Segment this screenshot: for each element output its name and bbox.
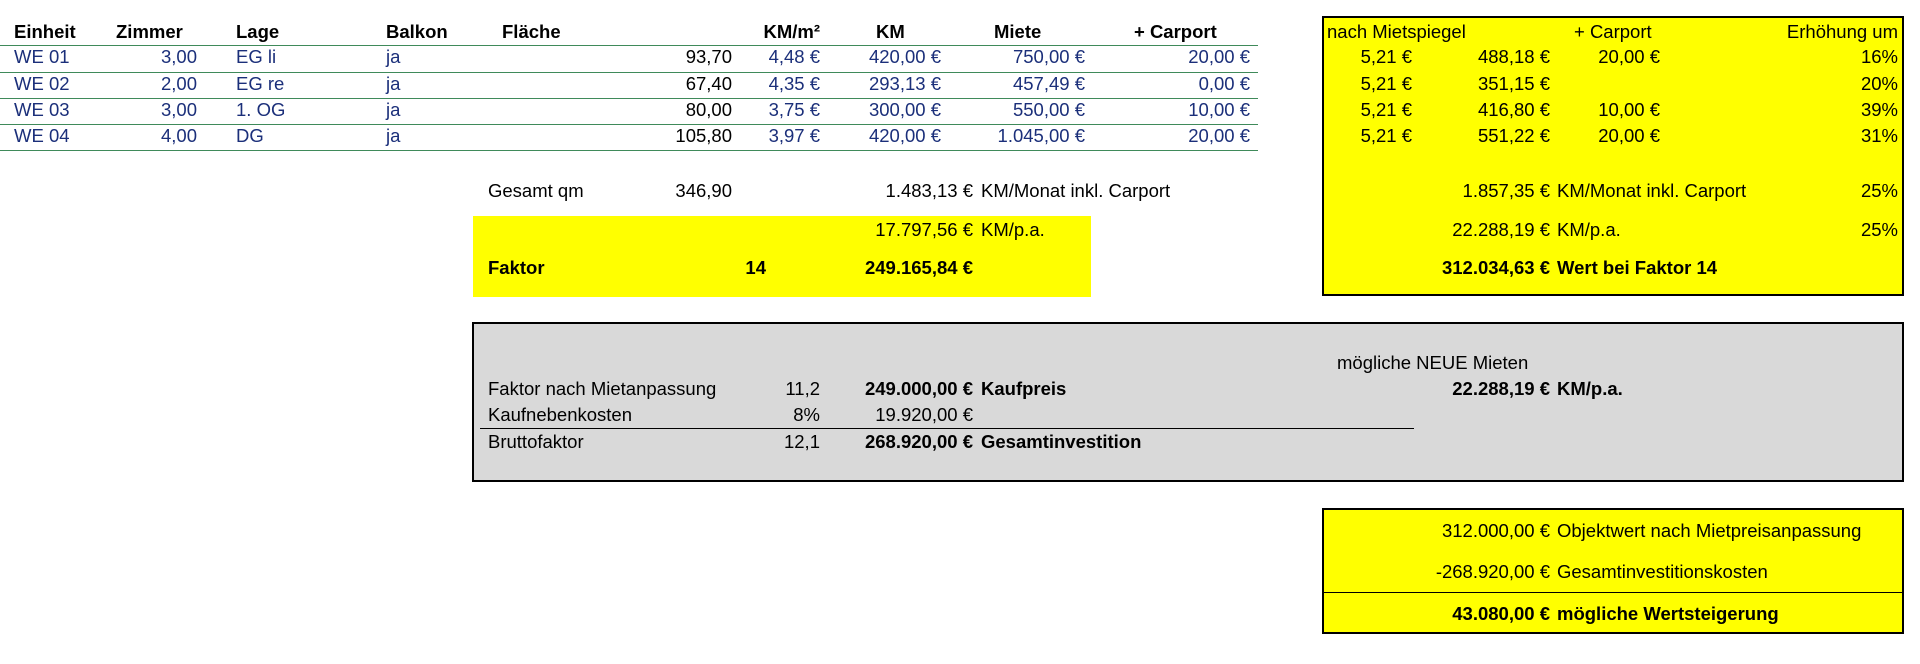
ms-wert-value: 312.034,63 € <box>1441 257 1550 278</box>
cell-carport: 10,00 € <box>1188 99 1250 120</box>
cell-lage: EG li <box>236 46 277 67</box>
cell-zimmer: 3,00 <box>160 99 197 120</box>
invest-value: 19.920,00 € <box>875 404 973 425</box>
faktor-value: 14 <box>745 257 766 278</box>
ms-pct: 16% <box>1860 46 1898 67</box>
cell-km: 293,13 € <box>868 73 941 94</box>
cell-flaeche: 80,00 <box>685 99 732 120</box>
result-value: -268.920,00 € <box>1435 561 1550 582</box>
cell-km: 420,00 € <box>868 46 941 67</box>
cell-km: 420,00 € <box>868 125 941 146</box>
result-divider <box>1323 592 1903 593</box>
ms-km: 551,22 € <box>1477 125 1550 146</box>
mietspiegel-header: nach Mietspiegel <box>1327 21 1466 42</box>
header-km-m2: KM/m² <box>763 21 820 42</box>
cell-einheit: WE 02 <box>14 73 70 94</box>
invest-value: 249.000,00 € <box>864 378 973 399</box>
row-divider <box>0 45 1258 46</box>
cell-zimmer: 4,00 <box>160 125 197 146</box>
ms-monthly-value: 1.857,35 € <box>1462 180 1550 201</box>
cell-lage: 1. OG <box>236 99 286 120</box>
cell-miete: 550,00 € <box>1012 99 1085 120</box>
mietspiegel-carport-header: + Carport <box>1574 21 1652 42</box>
cell-km-m2: 4,35 € <box>768 73 820 94</box>
cell-flaeche: 67,40 <box>685 73 732 94</box>
cell-balkon: ja <box>386 125 401 146</box>
header-flaeche: Fläche <box>502 21 561 42</box>
invest-label: Faktor nach Mietanpassung <box>488 378 717 399</box>
cell-km-m2: 3,75 € <box>768 99 820 120</box>
row-divider <box>0 150 1258 151</box>
cell-zimmer: 3,00 <box>160 46 197 67</box>
cell-einheit: WE 04 <box>14 125 70 146</box>
cell-flaeche: 93,70 <box>685 46 732 67</box>
cell-lage: DG <box>236 125 264 146</box>
invest-divider <box>480 428 1414 429</box>
header-lage: Lage <box>236 21 280 42</box>
cell-balkon: ja <box>386 99 401 120</box>
result-label: Objektwert nach Mietpreisanpassung <box>1557 520 1862 541</box>
km-year-label: KM/p.a. <box>981 219 1045 240</box>
km-year-value: 17.797,56 € <box>875 219 973 240</box>
invest-num: 8% <box>793 404 820 425</box>
result-value: 312.000,00 € <box>1441 520 1550 541</box>
gesamt-qm-label: Gesamt qm <box>488 180 584 201</box>
ms-monthly-label: KM/Monat inkl. Carport <box>1557 180 1747 201</box>
cell-km-m2: 3,97 € <box>768 125 820 146</box>
cell-einheit: WE 01 <box>14 46 70 67</box>
cell-carport: 20,00 € <box>1188 46 1250 67</box>
header-einheit: Einheit <box>14 21 76 42</box>
cell-km-m2: 4,48 € <box>768 46 820 67</box>
ms-pct: 39% <box>1860 99 1898 120</box>
cell-lage: EG re <box>236 73 285 94</box>
cell-balkon: ja <box>386 73 401 94</box>
ms-carport: 20,00 € <box>1598 125 1660 146</box>
cell-miete: 750,00 € <box>1012 46 1085 67</box>
ms-monthly-pct: 25% <box>1860 180 1898 201</box>
cell-km: 300,00 € <box>868 99 941 120</box>
ms-yearly-pct: 25% <box>1860 219 1898 240</box>
cell-flaeche: 105,80 <box>675 125 732 146</box>
ms-km: 351,15 € <box>1477 73 1550 94</box>
neue-mieten-unit: KM/p.a. <box>1557 378 1623 399</box>
invest-value: 268.920,00 € <box>864 431 973 452</box>
header-carport: + Carport <box>1134 21 1217 42</box>
ms-km: 416,80 € <box>1477 99 1550 120</box>
invest-label: Kaufnebenkosten <box>488 404 633 425</box>
cell-zimmer: 2,00 <box>160 73 197 94</box>
result-label: mögliche Wertsteigerung <box>1557 603 1779 624</box>
cell-miete: 1.045,00 € <box>997 125 1085 146</box>
cell-miete: 457,49 € <box>1012 73 1085 94</box>
faktor-result: 249.165,84 € <box>864 257 973 278</box>
row-divider <box>0 98 1258 99</box>
cell-einheit: WE 03 <box>14 99 70 120</box>
invest-num: 11,2 <box>785 378 820 399</box>
gesamt-qm-value: 346,90 <box>675 180 732 201</box>
ms-yearly-value: 22.288,19 € <box>1452 219 1550 240</box>
ms-pct: 20% <box>1860 73 1898 94</box>
km-month-label: KM/Monat inkl. Carport <box>981 180 1171 201</box>
header-zimmer: Zimmer <box>116 21 183 42</box>
neue-mieten-value: 22.288,19 € <box>1452 378 1550 399</box>
ms-km-m2: 5,21 € <box>1360 46 1412 67</box>
invest-num: 12,1 <box>783 431 820 452</box>
cell-carport: 0,00 € <box>1198 73 1250 94</box>
investment-panel <box>472 322 1904 482</box>
row-divider <box>0 124 1258 125</box>
header-km: KM <box>876 21 905 42</box>
ms-wert-label: Wert bei Faktor 14 <box>1557 257 1718 278</box>
ms-yearly-label: KM/p.a. <box>1557 219 1621 240</box>
faktor-label: Faktor <box>488 257 545 278</box>
header-balkon: Balkon <box>386 21 448 42</box>
ms-km-m2: 5,21 € <box>1360 73 1412 94</box>
invest-desc: Gesamtinvestition <box>981 431 1142 452</box>
invest-label: Bruttofaktor <box>488 431 584 452</box>
neue-mieten-label: mögliche NEUE Mieten <box>1337 352 1529 373</box>
ms-km-m2: 5,21 € <box>1360 125 1412 146</box>
ms-carport: 10,00 € <box>1598 99 1660 120</box>
ms-pct: 31% <box>1860 125 1898 146</box>
ms-carport: 20,00 € <box>1598 46 1660 67</box>
km-month-value: 1.483,13 € <box>885 180 973 201</box>
row-divider <box>0 72 1258 73</box>
header-miete: Miete <box>994 21 1042 42</box>
mietspiegel-erhoehung-header: Erhöhung um <box>1786 21 1898 42</box>
ms-km-m2: 5,21 € <box>1360 99 1412 120</box>
result-value: 43.080,00 € <box>1452 603 1550 624</box>
ms-km: 488,18 € <box>1477 46 1550 67</box>
invest-desc: Kaufpreis <box>981 378 1067 399</box>
cell-balkon: ja <box>386 46 401 67</box>
result-label: Gesamtinvestitionskosten <box>1557 561 1768 582</box>
cell-carport: 20,00 € <box>1188 125 1250 146</box>
